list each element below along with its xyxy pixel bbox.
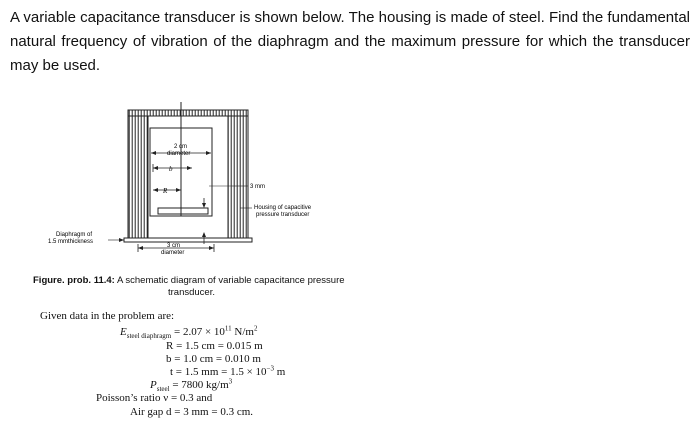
caption-label: Figure. prob. 11.4: (33, 275, 115, 286)
transducer-diagram (20, 98, 400, 270)
housing-left-wall (128, 116, 148, 238)
label-housing-2: pressure transducer (256, 212, 310, 218)
label-R: R (163, 187, 168, 195)
label-diaphragm-1: Diaphragm of (56, 232, 93, 238)
diaphragm (124, 238, 252, 242)
given-poisson: Poisson’s ratio ν = 0.3 and (96, 392, 213, 404)
housing-right-wall (228, 116, 248, 238)
label-housing-1: Housing of capacitive (254, 205, 312, 211)
label-diaphragm-2: 1.5 mmthickness (48, 239, 94, 245)
label-diameter-top: diameter (167, 151, 191, 157)
label-3mm: 3 mm (250, 184, 265, 190)
given-density: $P_{steel} = 7800$ $kg/m^3$ (150, 377, 233, 394)
label-3cm: 3 cm (167, 243, 181, 249)
housing-top (128, 110, 248, 116)
given-radius: R = 1.5 cm = 0.015 m (166, 340, 263, 352)
label-b: b (169, 165, 173, 173)
electrode-plate (158, 208, 208, 214)
given-thickness: t = 1.5 mm = $1.5 \times 10^{-3}$ m (170, 364, 286, 378)
caption-text-2: transducer. (168, 287, 215, 298)
given-intro: Given data in the problem are: (40, 310, 175, 322)
given-modulus: $E_{steel diaphragm} = 2.07 \times 10^{11}$ $N/m^2$ (120, 324, 258, 341)
label-2cm: 2 cm (174, 144, 188, 150)
question-text: A variable capacitance transducer is shown below. The housing is made of steel. Find the fundamental natural frequency of vibration of the diaphragm and the maximum pressure for which the transducer may be used. (10, 9, 690, 74)
given-b: b = 1.0 cm = 0.010 m (166, 353, 261, 365)
label-diameter-bottom: diameter (161, 250, 185, 256)
caption-text: A schematic diagram of variable capacitance pressure (114, 275, 345, 286)
given-airgap: Air gap d = 3 mm = 0.3 cm. (130, 406, 254, 418)
figure-caption (33, 275, 393, 299)
